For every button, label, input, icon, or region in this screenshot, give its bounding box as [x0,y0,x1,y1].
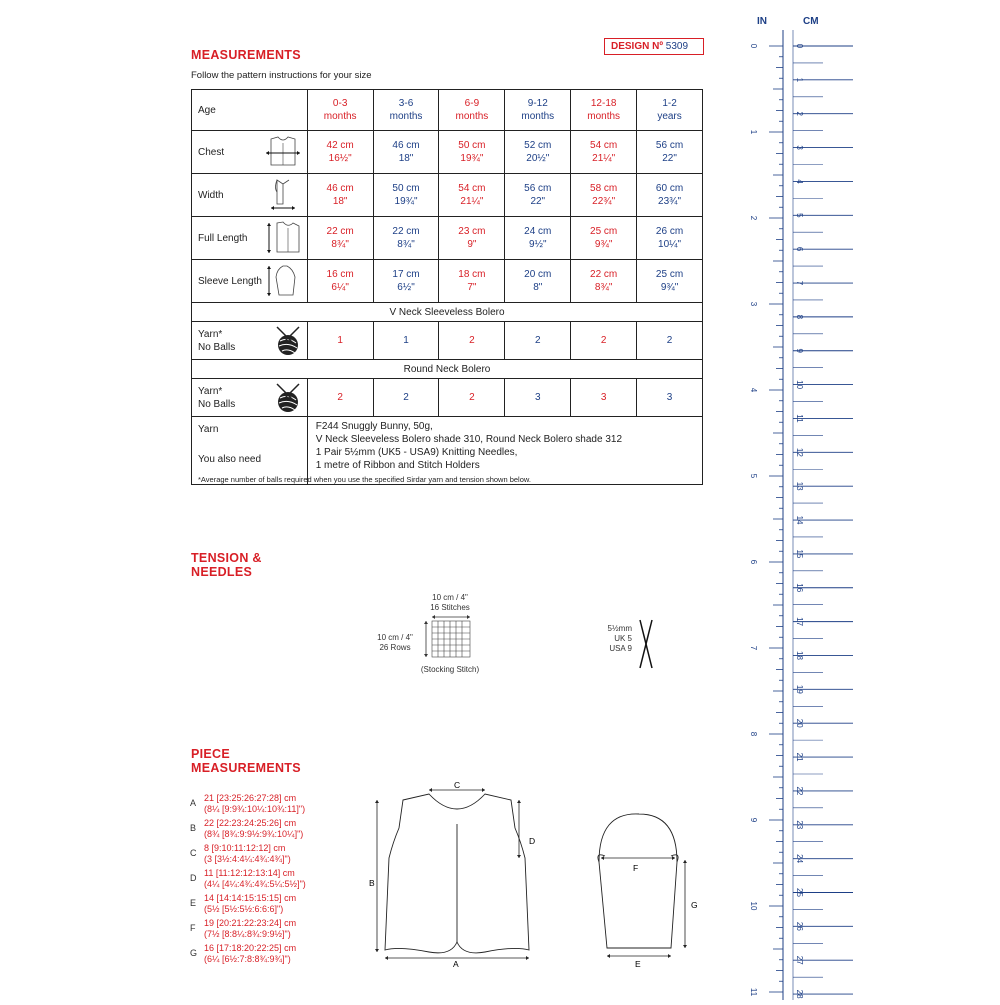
size-header: 12-18 months [571,90,637,131]
ruler-inch-label: 5 [749,473,758,479]
bolero2-heading-row [192,360,703,379]
age-label: Age [192,90,308,131]
yarn-ball-icon [273,382,303,414]
ruler-cm-label: 18 [795,651,804,660]
diagram-label-g: G [691,900,698,910]
ruler-cm-label: 15 [795,549,804,559]
ruler-cm-label: 13 [795,481,804,491]
size-instruction: Follow the pattern instructions for your size [191,70,372,81]
yarn-ball-icon [273,325,303,357]
stitch-grid-icon [422,615,474,659]
ruler-cm-label: 0 [795,43,804,49]
ruler-cm-label: 11 [795,414,804,423]
yarn-label: Yarn* [198,328,223,340]
ruler-cm-label: 4 [795,179,804,184]
yarn-line: 1 Pair 5½mm (UK5 - USA9) Knitting Needles, [315,447,518,458]
list-item: G 16 [17:18:20:22:25] cm (6¼ [6½:7:8:8¾:9¾]") [190,943,297,964]
ruler-cm-label: 22 [795,786,804,796]
design-number: 5309 [665,41,689,52]
length-garment-icon [263,220,303,256]
ruler-cm-label: 12 [795,447,804,457]
ruler-inch-label: 1 [749,129,758,135]
ruler-inch-label: 3 [749,301,758,307]
no-balls-label: No Balls [198,398,236,410]
sleeve-garment-icon [263,263,303,299]
ruler-cm-label: 10 [795,380,804,390]
size-header: 1-2 years [637,90,703,131]
design-label: DESIGN Nº [611,41,663,52]
ruler-cm-label: 6 [795,246,804,252]
yarn-line: 1 metre of Ribbon and Stitch Holders [315,460,480,471]
size-header: 9-12 months [505,90,571,131]
ruler-inch-label: 10 [749,901,758,911]
ruler-cm-label: 16 [795,583,804,593]
footnote: *Average number of balls required when you use the specified Sirdar yarn and tension shown below. [198,475,531,484]
ruler-cm-label: 25 [795,888,804,897]
ruler-cm-label: 28 [795,989,804,999]
ruler-cm-label: 19 [795,684,804,694]
bolero2-title: Round Neck Bolero [192,360,703,379]
ruler-inch-label: 6 [749,559,758,565]
piece-measurements-list [190,793,370,973]
list-item: D 11 [11:12:12:13:14] cm (4¼ [4¼:4¾:4¾:5¼:5½]") [190,868,306,889]
needle-size-usa: USA 9 [609,644,632,653]
ruler-cm-label: CM [803,16,819,27]
design-number-box [604,38,704,55]
ruler-inch-label: 4 [749,387,758,393]
list-item: F 19 [20:21:22:23:24] cm (7½ [8:8¼:8¾:9:9½]") [190,918,297,939]
list-item: B 22 [22:23:24:25:26] cm (8¾ [8¾:9:9½:9¾:10¼]") [190,818,304,839]
sleeve-length-label: Sleeve Length [198,275,262,287]
tension-title: TENSION & NEEDLES [191,551,262,579]
width-row: Width 46 cm 18" 50 cm 19¾" 54 cm 21¼" 56 cm 22" 58 cm 22¾" 60 cm 23¾" [192,174,703,217]
tension-swatch [370,593,530,683]
no-balls-label: No Balls [198,341,236,353]
needle-info [600,618,660,672]
also-need-label: You also need [198,454,262,465]
bolero1-heading-row [192,303,703,322]
body-piece-diagram [365,780,555,970]
ruler-inch-label: 7 [749,645,758,651]
list-item: E 14 [14:14:15:15:15] cm (5½ [5½:5½:6:6:6]") [190,893,297,914]
diagram-label-f: F [633,863,639,873]
diagram-label-e: E [635,959,641,969]
ruler-cm-label: 23 [795,820,804,830]
age-row [192,90,703,131]
ruler-inch-label: 11 [749,987,758,997]
sleeve-length-row: Sleeve Length 16 cm 6¼" 17 cm 6½" 18 cm 7" 20 cm 8" 22 cm 8¾" 25 cm 9¾" [192,260,703,303]
ruler [735,0,1000,1000]
ruler-cm-label: 7 [795,280,804,286]
ruler-cm-label: 1 [795,77,804,83]
chest-row: Chest 42 cm 16½" 46 cm 18" 50 cm 19¾" 52 cm 20½" 54 cm 21¼" 56 cm 22" [192,131,703,174]
tension-height-label: 10 cm / 4" 26 Rows [377,633,413,652]
ruler-inch-label: 2 [749,215,758,221]
ruler-inch-label: 8 [749,731,758,737]
needle-size-uk: UK 5 [614,634,632,643]
ruler-cm-label: 26 [795,921,804,931]
ruler-cm-label: 3 [795,145,804,150]
sleeve-piece-diagram [585,800,705,970]
chest-garment-icon [263,135,303,169]
diagram-label-b: B [369,878,375,888]
needle-size-mm: 5½mm [607,624,632,633]
ruler-inch-label: 0 [749,43,758,49]
ruler-inch-label: 9 [749,817,758,823]
yarn-info-label: Yarn [198,424,219,435]
ruler-cm-label: 24 [795,854,804,864]
yarn-line: F244 Snuggly Bunny, 50g, [315,421,433,432]
size-header: 0-3 months [307,90,373,131]
ruler-cm-label: 20 [795,718,804,728]
measurements-title: MEASUREMENTS [191,48,301,62]
chest-label: Chest [198,146,225,158]
stitch-type-label: (Stocking Stitch) [420,665,480,674]
yarn-line: V Neck Sleeveless Bolero shade 310, Round Neck Bolero shade 312 [315,434,623,445]
ruler-cm-label: 14 [795,515,804,525]
yarn-label: Yarn* [198,385,223,397]
ruler-cm-label: 21 [795,752,804,762]
ruler-in-label: IN [757,16,767,27]
list-item: A 21 [23:25:26:27:28] cm (8¼ [9:9¾:10¼:10¾:11]") [190,793,306,814]
bolero2-yarn-row: Yarn* No Balls 2 2 2 3 3 3 [192,379,703,417]
bolero1-title: V Neck Sleeveless Bolero [192,303,703,322]
ruler-cm-label: 2 [795,111,804,116]
ruler-cm-label: 27 [795,955,804,965]
ruler-scale [735,0,1000,1000]
full-length-row: Full Length 22 cm 8¾" 22 cm 8¾" 23 cm 9" 24 cm 9½" 25 cm 9¾" 26 cm 10¼" [192,217,703,260]
size-header: 6-9 months [439,90,505,131]
tension-width-label: 10 cm / 4" 16 Stitches [430,593,470,612]
ruler-cm-label: 5 [795,213,804,218]
diagram-label-d: D [529,836,536,846]
knitting-needles-icon [636,618,656,670]
diagram-label-c: C [454,780,461,790]
bolero1-yarn-row: Yarn* No Balls 1 1 2 2 2 2 [192,322,703,360]
diagram-label-a: A [453,959,459,969]
size-header: 3-6 months [373,90,439,131]
ruler-cm-label: 9 [795,348,804,353]
width-label: Width [198,189,224,201]
list-item: C 8 [9:10:11:12:12] cm (3 [3½:4:4¼:4¾:4¾]") [190,843,291,864]
piece-measurements-title: PIECE MEASUREMENTS [191,747,301,775]
ruler-cm-label: 8 [795,314,804,320]
full-length-label: Full Length [198,232,248,244]
ruler-cm-label: 17 [795,617,804,627]
measurements-table [191,89,703,485]
width-garment-icon [263,178,303,212]
